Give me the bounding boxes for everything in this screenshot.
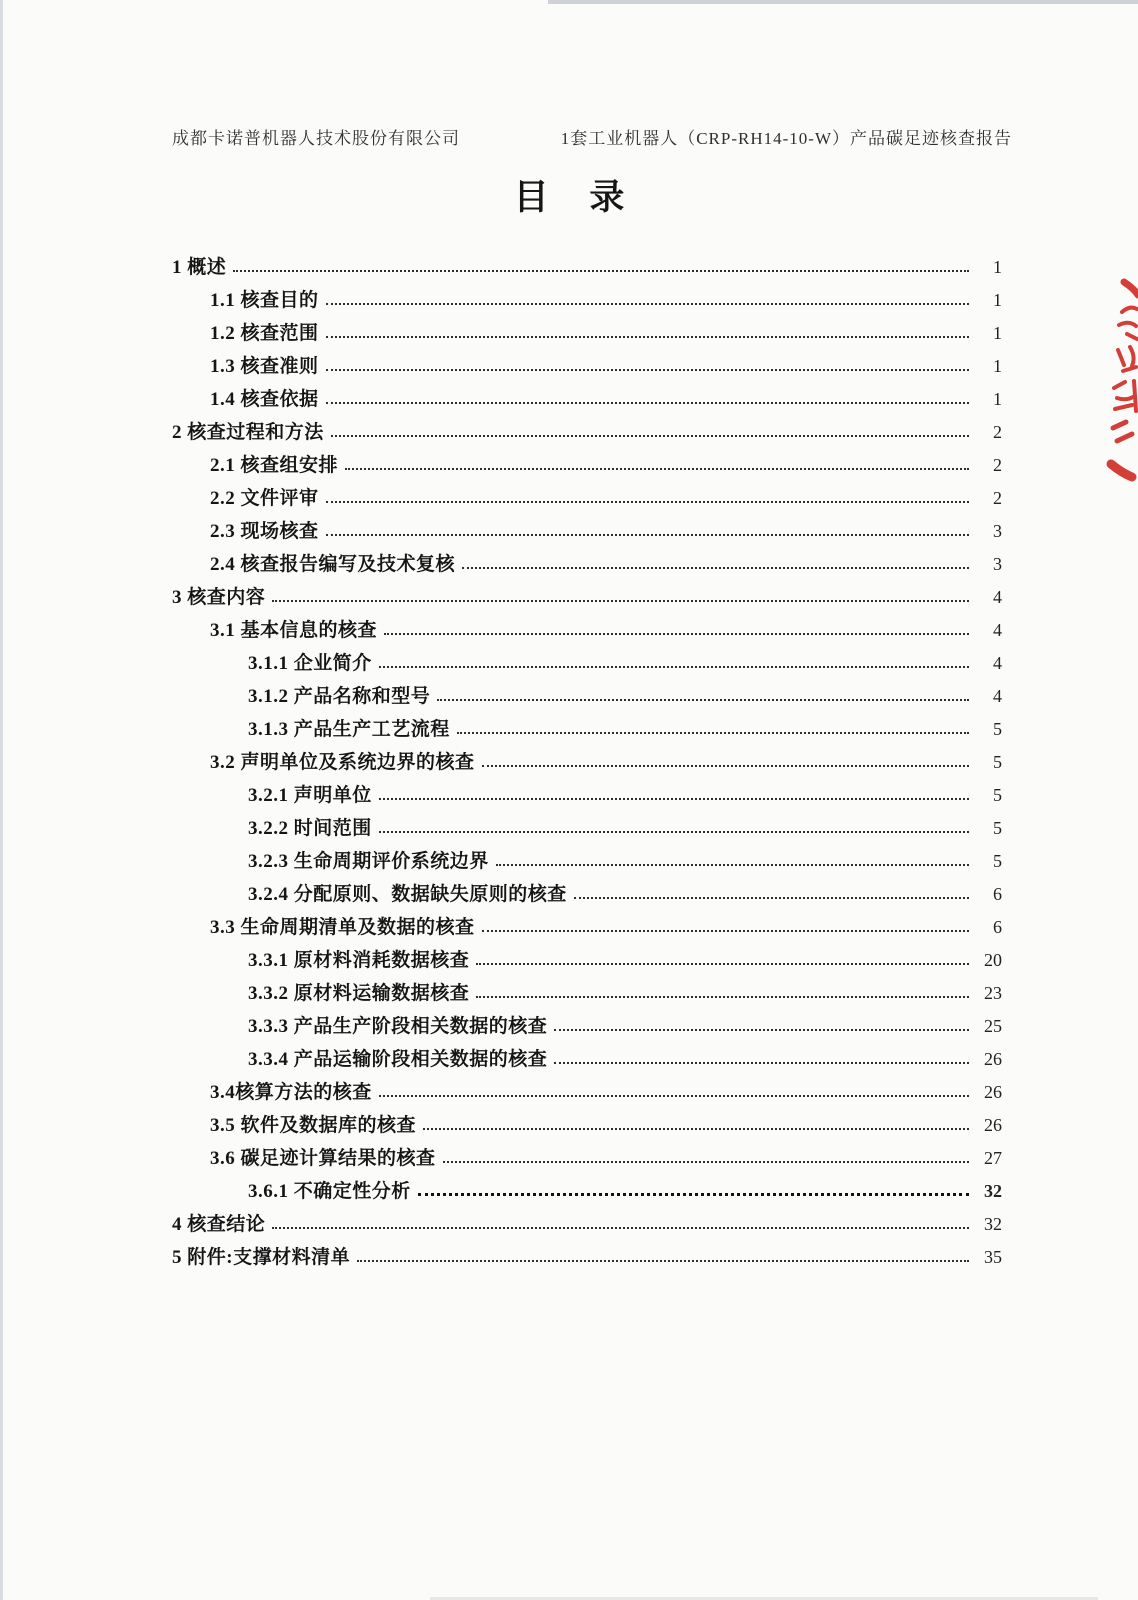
page-title: 目 录 [513,178,641,217]
toc-entry [172,1039,1002,1072]
page-number: 1 [993,257,1002,277]
page-number: 5 [993,851,1002,871]
toc-entry-label: 4 核查结论 [172,1214,266,1235]
page-number: 6 [993,917,1002,937]
toc-entry-label: 3.1.1 企业简介 [248,653,372,674]
page-number: 2 [993,422,1002,442]
dot-leader [482,765,969,767]
page-number: 26 [984,1082,1002,1102]
page-number: 1 [993,389,1002,409]
toc-entry [172,412,1002,445]
toc-entry [172,610,1002,643]
dot-leader [326,534,969,536]
dot-leader [379,831,969,833]
dot-leader [379,798,969,800]
dot-leader [272,1227,969,1229]
toc-entry [172,280,1002,313]
toc-entry-label: 3.2 声明单位及系统边界的核查 [210,752,475,773]
toc-entry [172,709,1002,742]
toc-entry-label: 3.3.2 原材料运输数据核查 [248,983,470,1004]
toc-entry-label: 3.2.3 生命周期评价系统边界 [248,851,489,872]
page-number: 5 [993,752,1002,772]
toc-entry [172,1204,1002,1237]
page-number: 1 [993,290,1002,310]
toc-entry-label: 3.4核算方法的核查 [210,1082,372,1103]
page-number: 4 [993,653,1002,673]
dot-leader [574,897,969,899]
dot-leader [554,1062,969,1064]
toc-entry [172,478,1002,511]
dot-leader [457,732,969,734]
dot-leader [233,270,969,272]
toc-entry [172,346,1002,379]
page-number: 25 [984,1016,1002,1036]
toc-entry [172,445,1002,478]
dot-leader [496,864,969,866]
toc-entry-label: 3.1 基本信息的核查 [210,620,378,641]
scan-artifact-left-edge [0,0,3,1600]
toc-entry [172,874,1002,907]
dot-leader [443,1161,969,1163]
toc-entry-label: 3.3.1 原材料消耗数据核查 [248,950,470,971]
toc-entry [172,544,1002,577]
dot-leader [331,435,969,437]
toc-entry-label: 3.2.1 声明单位 [248,785,372,806]
toc-entry-label: 2.4 核查报告编写及技术复核 [210,554,456,575]
page-number: 2 [993,455,1002,475]
toc-entry-label: 2 核查过程和方法 [172,422,324,443]
dot-leader [554,1029,969,1031]
toc-entry-label: 5 附件:支撑材料清单 [172,1247,351,1268]
page-number: 26 [984,1049,1002,1069]
toc-entry-label: 2.1 核查组安排 [210,455,339,476]
dot-leader [476,996,969,998]
toc-entry-label: 1.4 核查依据 [210,389,319,410]
toc-entry-label: 3.1.3 产品生产工艺流程 [248,719,450,740]
dot-leader [418,1193,969,1196]
toc-entry [172,1105,1002,1138]
toc-entry [172,973,1002,1006]
dot-leader [326,402,969,404]
toc-entry-label: 1.3 核查准则 [210,356,319,377]
toc-entry [172,1006,1002,1039]
dot-leader [476,963,969,965]
header-report-title: 1套工业机器人（CRP-RH14-10-W）产品碳足迹核查报告 [560,129,1012,148]
dot-leader [482,930,969,932]
dot-leader [379,666,969,668]
page-number: 3 [993,554,1002,574]
dot-leader [437,699,969,701]
toc-entry-label: 3.5 软件及数据库的核查 [210,1115,417,1136]
toc-entry [172,742,1002,775]
header-company-name: 成都卡诺普机器人技术股份有限公司 [172,129,460,148]
dot-leader [357,1260,969,1262]
page-number: 4 [993,686,1002,706]
toc-entry-label: 3.6.1 不确定性分析 [248,1181,411,1202]
toc-entry [172,841,1002,874]
page-number: 35 [984,1247,1002,1267]
toc-entry [172,511,1002,544]
toc-entry [172,1072,1002,1105]
page-number: 5 [993,785,1002,805]
toc-entry-label: 2.3 现场核查 [210,521,319,542]
toc-entry-label: 3 核查内容 [172,587,266,608]
toc-entry [172,775,1002,808]
toc-entry [172,1237,1002,1270]
page-number: 5 [993,719,1002,739]
toc-entry-label: 3.3 生命周期清单及数据的核查 [210,917,475,938]
page-number: 3 [993,521,1002,541]
page-number: 27 [984,1148,1002,1168]
dot-leader [379,1095,969,1097]
page-number: 32 [984,1214,1002,1234]
page-number: 2 [993,488,1002,508]
page-number: 23 [984,983,1002,1003]
toc-entry [172,940,1002,973]
dot-leader [272,600,969,602]
toc-entry [172,1138,1002,1171]
toc-entry [172,808,1002,841]
toc-entry-label: 1 概述 [172,257,227,278]
dot-leader [326,336,969,338]
toc-entry [172,577,1002,610]
toc-entry [172,676,1002,709]
dot-leader [326,303,969,305]
page-number: 1 [993,323,1002,343]
toc-entry-label: 3.6 碳足迹计算结果的核查 [210,1148,436,1169]
toc-entry [172,379,1002,412]
page-number: 4 [993,587,1002,607]
scan-artifact-top [548,0,1138,4]
dot-leader [462,567,969,569]
page-number: 4 [993,620,1002,640]
page-number: 32 [984,1181,1002,1201]
toc-entry-label: 2.2 文件评审 [210,488,319,509]
toc-entry [172,1171,1002,1204]
page-header [172,124,1012,149]
dot-leader [345,468,969,470]
toc-entry [172,643,1002,676]
dot-leader [423,1128,969,1130]
toc-entry-label: 1.1 核查目的 [210,290,319,311]
dot-leader [326,369,969,371]
toc-entry-label: 1.2 核查范围 [210,323,319,344]
toc-entry-label: 3.2.4 分配原则、数据缺失原则的核查 [248,884,567,905]
page-number: 5 [993,818,1002,838]
toc-list [172,247,1002,1270]
page-number: 26 [984,1115,1002,1135]
toc-entry-label: 3.3.4 产品运输阶段相关数据的核查 [248,1049,548,1070]
toc-entry [172,907,1002,940]
page-number: 20 [984,950,1002,970]
dot-leader [384,633,969,635]
page-number: 1 [993,356,1002,376]
toc-entry-label: 3.1.2 产品名称和型号 [248,686,431,707]
page-number: 6 [993,884,1002,904]
dot-leader [326,501,969,503]
red-stamp [1082,278,1138,490]
toc-entry-label: 3.3.3 产品生产阶段相关数据的核查 [248,1016,548,1037]
toc-entry-label: 3.2.2 时间范围 [248,818,372,839]
toc-entry [172,313,1002,346]
toc-entry [172,247,1002,280]
